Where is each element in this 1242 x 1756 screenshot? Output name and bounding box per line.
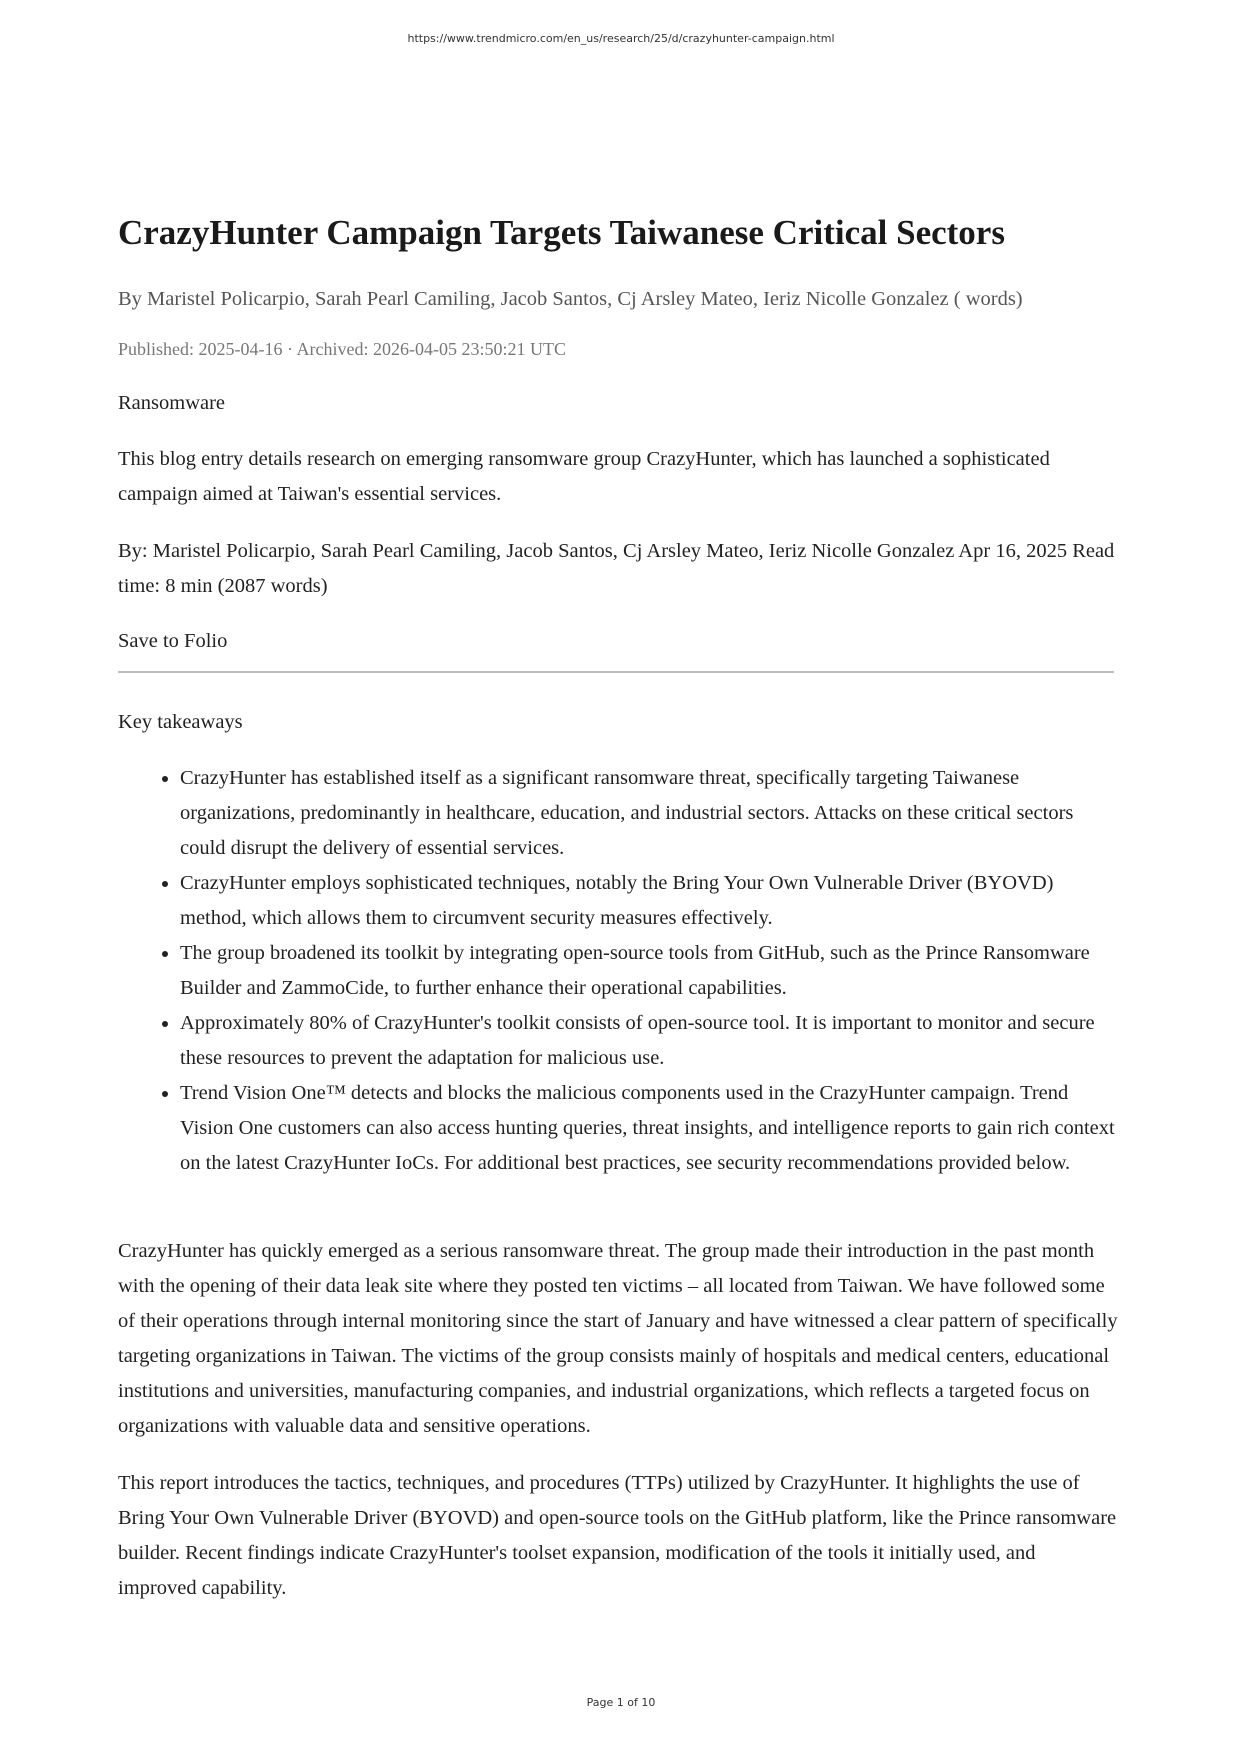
list-item: • Approximately 80% of CrazyHunter's toolkit consists of open-source tool. It is important to monitor and secure these resources to prevent the adaptation for malicious use. — [180, 1006, 1118, 1076]
key-takeaways-heading: Key takeaways — [118, 711, 243, 733]
save-to-folio-link[interactable]: Save to Folio — [118, 630, 228, 652]
page-number: Page 1 of 10 — [586, 1696, 656, 1709]
page-url: https://www.trendmicro.com/en_us/research/25/d/crazyhunter-campaign.html — [407, 32, 835, 45]
list-item: • The group broadened its toolkit by integrating open-source tools from GitHub, such as the Prince Ransomware Builder and ZammoCide, to further enhance their operational capabilities. — [180, 936, 1118, 1006]
summary: This blog entry details research on emerging ransomware group CrazyHunter, which has launched a sophisticated campaign aimed at Taiwan's essential services. — [118, 448, 1050, 505]
authors-line: By: Maristel Policarpio, Sarah Pearl Camiling, Jacob Santos, Cj Arsley Mateo, Ieriz Nicolle Gonzalez Apr 16, 2025 Read time: 8 min (2087 words) — [118, 540, 1115, 597]
byline: By Maristel Policarpio, Sarah Pearl Camiling, Jacob Santos, Cj Arsley Mateo, Ieriz Nicolle Gonzalez ( words) — [118, 288, 1023, 310]
divider — [118, 671, 1114, 673]
article-title: CrazyHunter Campaign Targets Taiwanese Critical Sectors — [118, 213, 1005, 252]
published-date: Published: 2025-04-16 · Archived: 2026-04-05 23:50:21 UTC — [118, 339, 566, 359]
body-paragraph: CrazyHunter has quickly emerged as a serious ransomware threat. The group made their introduction in the past month with the opening of their data leak site where they posted ten victims – all located from Taiwan. We have followed some of their operations through internal monitoring since the start of January and have witnessed a clear pattern of specifically targeting organizations in Taiwan. The victims of the group consists mainly of hospitals and medical centers, educational institutions and universities, manufacturing companies, and industrial organizations, which reflects a targeted focus on organizations with valuable data and sensitive operations. — [118, 1240, 1118, 1437]
body-paragraph: This report introduces the tactics, techniques, and procedures (TTPs) utilized by CrazyHunter. It highlights the use of Bring Your Own Vulnerable Driver (BYOVD) and open-source tools on the GitHub platform, like the Prince ransomware builder. Recent findings indicate CrazyHunter's toolset expansion, modification of the tools it initially used, and improved capability. — [118, 1472, 1117, 1599]
takeaways-list — [118, 761, 1118, 1181]
list-item: • CrazyHunter has established itself as a significant ransomware threat, specifically targeting Taiwanese organizations, predominantly in healthcare, education, and industrial sectors. Attacks on these critical sectors could disrupt the delivery of essential services. — [180, 761, 1118, 866]
category: Ransomware — [118, 392, 226, 414]
list-item: • Trend Vision One™ detects and blocks the malicious components used in the CrazyHunter campaign. Trend Vision One customers can also access hunting queries, threat insights, and intelligence reports to gain rich context on the latest CrazyHunter IoCs. For additional best practices, see security recommendations provided below. — [180, 1076, 1118, 1181]
list-item: • CrazyHunter employs sophisticated techniques, notably the Bring Your Own Vulnerable Driver (BYOVD) method, which allows them to circumvent security measures effectively. — [180, 866, 1118, 936]
